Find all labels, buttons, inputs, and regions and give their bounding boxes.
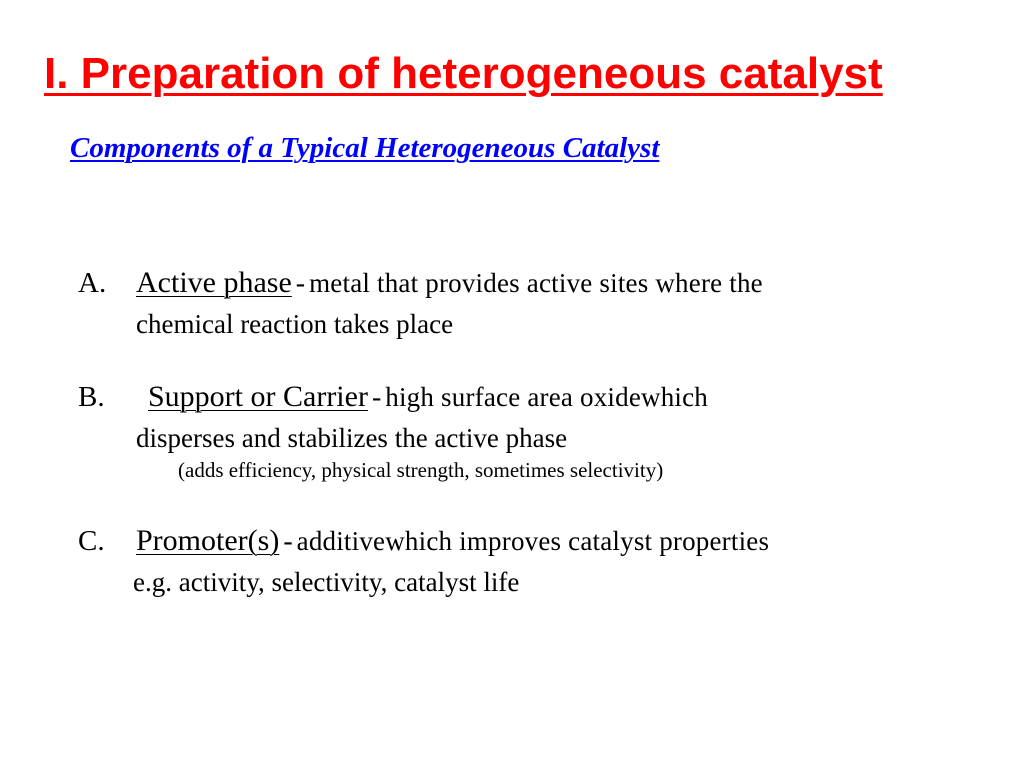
list-item-dash: - bbox=[295, 268, 306, 299]
list-item-continuation: disperses and stabilizes the active phase bbox=[136, 423, 568, 453]
list-item-support bbox=[78, 378, 708, 485]
list-item-dash: - bbox=[371, 382, 382, 413]
list-item-letter: C. bbox=[78, 525, 105, 557]
list-item-term: Support or Carrier bbox=[148, 380, 368, 413]
list-item-term: Active phase bbox=[136, 266, 292, 299]
list-item-letter: B. bbox=[78, 381, 105, 413]
list-item-term: Promoter(s) bbox=[136, 524, 280, 557]
list-item-note: (adds efficiency, physical strength, sometimes selectivity) bbox=[178, 458, 664, 482]
list-item-description: high surface area oxidewhich bbox=[385, 382, 708, 412]
list-item-promoters bbox=[78, 522, 769, 599]
list-item-first-line bbox=[78, 264, 763, 307]
list-item-letter: A. bbox=[78, 267, 107, 299]
list-item-first-line bbox=[78, 378, 708, 421]
list-item-dash: - bbox=[283, 526, 293, 557]
list-item-continuation: e.g. activity, selectivity, catalyst life bbox=[133, 567, 520, 597]
list-item-description: metal that provides active sites where the bbox=[309, 268, 763, 298]
list-item-description: additivewhich improves catalyst properties bbox=[296, 526, 770, 556]
slide-subtitle: Components of a Typical Heterogeneous Catalyst bbox=[70, 132, 660, 164]
list-item-active-phase bbox=[78, 264, 763, 341]
slide-title: I. Preparation of heterogeneous catalyst bbox=[44, 49, 883, 98]
list-item-continuation: chemical reaction takes place bbox=[136, 309, 454, 339]
list-item-first-line bbox=[78, 522, 769, 565]
